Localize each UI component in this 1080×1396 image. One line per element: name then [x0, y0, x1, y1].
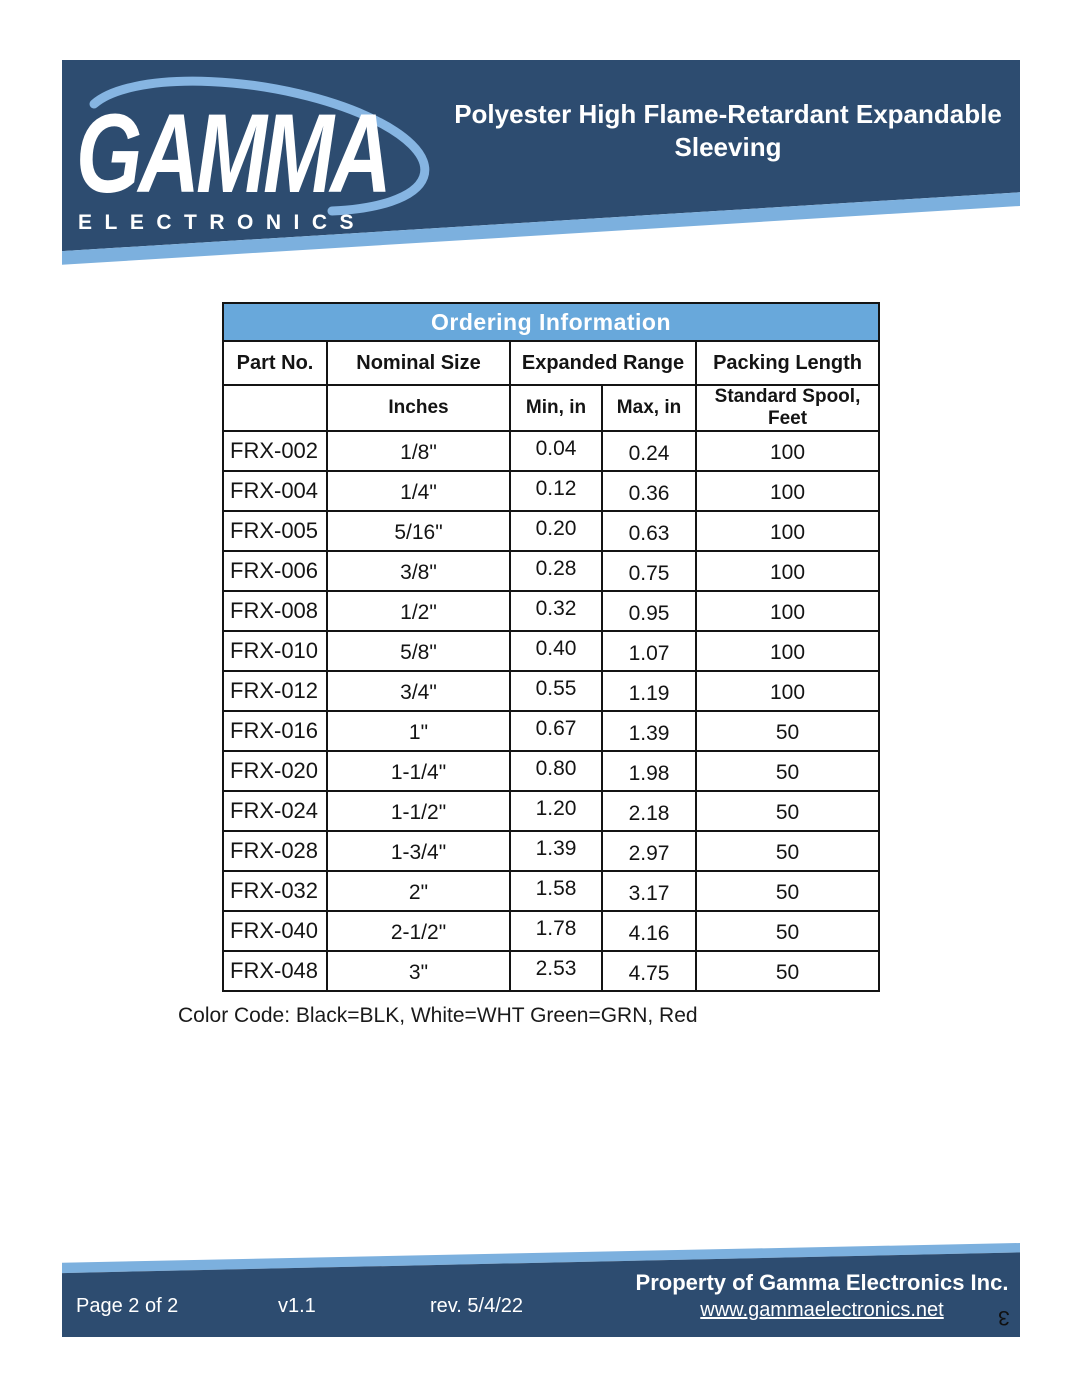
max-cell: 3.17	[602, 871, 696, 911]
revision-label: rev. 5/4/22	[430, 1295, 524, 1317]
subheader-inches: Inches	[327, 385, 510, 431]
nominal-size-cell: 1/2"	[327, 591, 510, 631]
gamma-logo	[62, 80, 502, 250]
nominal-size-cell: 3"	[327, 951, 510, 991]
ordering-information-table	[222, 302, 880, 992]
col-header-expanded-range: Expanded Range	[510, 341, 696, 385]
packing-cell: 50	[696, 911, 879, 951]
part-no-cell: FRX-040	[223, 911, 327, 951]
logo-subtext: ELECTRONICS	[78, 211, 367, 234]
col-header-part-no: Part No.	[223, 341, 327, 385]
min-cell: 0.32	[510, 591, 602, 631]
col-header-nominal-size: Nominal Size	[327, 341, 510, 385]
packing-cell: 100	[696, 551, 879, 591]
table-row	[223, 951, 879, 991]
table-row	[223, 551, 879, 591]
table-row	[223, 471, 879, 511]
max-cell: 2.97	[602, 831, 696, 871]
table-row	[223, 431, 879, 471]
subheader-empty	[223, 385, 327, 431]
min-cell: 0.55	[510, 671, 602, 711]
table-title: Ordering Information	[223, 303, 879, 341]
nominal-size-cell: 2"	[327, 871, 510, 911]
nominal-size-cell: 1-1/4"	[327, 751, 510, 791]
nominal-size-cell: 5/16"	[327, 511, 510, 551]
table-row	[223, 591, 879, 631]
part-no-cell: FRX-048	[223, 951, 327, 991]
table-row	[223, 791, 879, 831]
part-no-cell: FRX-010	[223, 631, 327, 671]
table-row	[223, 671, 879, 711]
min-cell: 1.58	[510, 871, 602, 911]
nominal-size-cell: 1-1/2"	[327, 791, 510, 831]
part-no-cell: FRX-008	[223, 591, 327, 631]
website-link[interactable]: www.gammaelectronics.net	[700, 1299, 944, 1321]
part-no-cell: FRX-002	[223, 431, 327, 471]
packing-cell: 100	[696, 511, 879, 551]
nominal-size-cell: 2-1/2"	[327, 911, 510, 951]
packing-cell: 50	[696, 751, 879, 791]
packing-cell: 50	[696, 711, 879, 751]
max-cell: 0.36	[602, 471, 696, 511]
logo-wordmark: GAMMA	[76, 91, 388, 216]
packing-cell: 100	[696, 671, 879, 711]
col-header-packing-length: Packing Length	[696, 341, 879, 385]
nominal-size-cell: 1/4"	[327, 471, 510, 511]
packing-cell: 50	[696, 871, 879, 911]
color-code-note: Color Code: Black=BLK, White=WHT Green=GRN, Red	[178, 1004, 698, 1027]
nominal-size-cell: 3/8"	[327, 551, 510, 591]
part-no-cell: FRX-016	[223, 711, 327, 751]
max-cell: 1.19	[602, 671, 696, 711]
part-no-cell: FRX-024	[223, 791, 327, 831]
min-cell: 1.39	[510, 831, 602, 871]
min-cell: 0.28	[510, 551, 602, 591]
subheader-min: Min, in	[510, 385, 602, 431]
part-no-cell: FRX-020	[223, 751, 327, 791]
min-cell: 2.53	[510, 951, 602, 991]
footer-right-block	[582, 1269, 1062, 1323]
document-title: Polyester High Flame-Retardant Expandable Sleeving	[454, 99, 1002, 162]
min-cell: 0.20	[510, 511, 602, 551]
max-cell: 1.98	[602, 751, 696, 791]
part-no-cell: FRX-028	[223, 831, 327, 871]
packing-cell: 100	[696, 591, 879, 631]
header-banner	[62, 60, 1020, 270]
ordering-table-body	[223, 431, 879, 991]
min-cell: 0.04	[510, 431, 602, 471]
min-cell: 1.78	[510, 911, 602, 951]
part-no-cell: FRX-006	[223, 551, 327, 591]
part-no-cell: FRX-005	[223, 511, 327, 551]
nominal-size-cell: 1"	[327, 711, 510, 751]
max-cell: 0.63	[602, 511, 696, 551]
max-cell: 0.75	[602, 551, 696, 591]
min-cell: 0.67	[510, 711, 602, 751]
min-cell: 1.20	[510, 791, 602, 831]
page-number: Page 2 of 2	[76, 1295, 179, 1317]
table-row	[223, 511, 879, 551]
min-cell: 0.80	[510, 751, 602, 791]
footer-bar	[62, 1243, 1020, 1337]
min-cell: 0.12	[510, 471, 602, 511]
max-cell: 1.39	[602, 711, 696, 751]
subheader-max: Max, in	[602, 385, 696, 431]
max-cell: 4.75	[602, 951, 696, 991]
part-no-cell: FRX-004	[223, 471, 327, 511]
property-notice: Property of Gamma Electronics Inc.	[635, 1270, 1009, 1295]
packing-cell: 100	[696, 431, 879, 471]
packing-cell: 50	[696, 951, 879, 991]
corner-page-mark: 3	[998, 1306, 1010, 1329]
nominal-size-cell: 1-3/4"	[327, 831, 510, 871]
table-row	[223, 631, 879, 671]
table-row	[223, 711, 879, 751]
packing-cell: 50	[696, 791, 879, 831]
nominal-size-cell: 1/8"	[327, 431, 510, 471]
packing-cell: 100	[696, 471, 879, 511]
max-cell: 1.07	[602, 631, 696, 671]
part-no-cell: FRX-032	[223, 871, 327, 911]
table-row	[223, 751, 879, 791]
table-row	[223, 871, 879, 911]
max-cell: 2.18	[602, 791, 696, 831]
version-label: v1.1	[278, 1295, 316, 1317]
max-cell: 0.24	[602, 431, 696, 471]
subheader-spool: Standard Spool, Feet	[696, 385, 879, 431]
packing-cell: 50	[696, 831, 879, 871]
max-cell: 4.16	[602, 911, 696, 951]
nominal-size-cell: 3/4"	[327, 671, 510, 711]
max-cell: 0.95	[602, 591, 696, 631]
table-row	[223, 911, 879, 951]
table-row	[223, 831, 879, 871]
nominal-size-cell: 5/8"	[327, 631, 510, 671]
packing-cell: 100	[696, 631, 879, 671]
min-cell: 0.40	[510, 631, 602, 671]
part-no-cell: FRX-012	[223, 671, 327, 711]
